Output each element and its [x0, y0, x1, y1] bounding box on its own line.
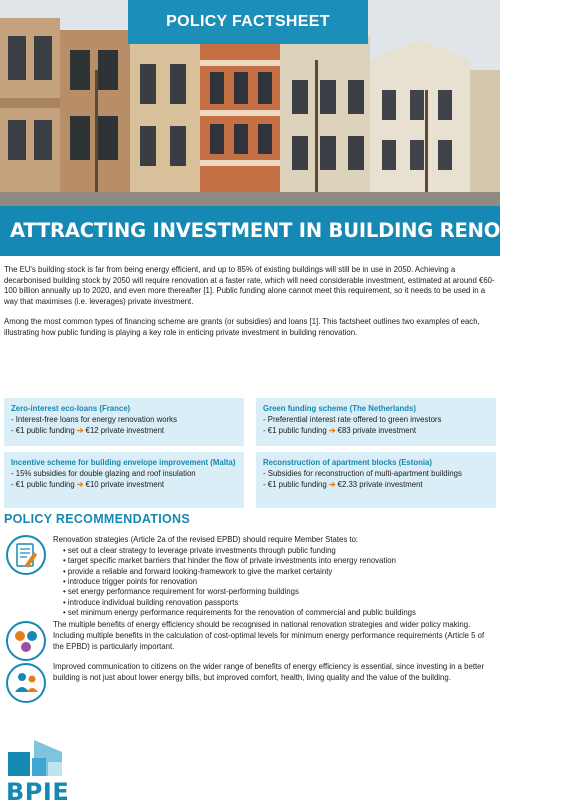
scheme-funding [11, 479, 237, 490]
funding-public: - €1 public funding [263, 426, 327, 435]
funding-public: - €1 public funding [11, 426, 75, 435]
arrow-right-icon: ➔ [76, 480, 84, 489]
intro-paragraph-2: Among the most common types of financing scheme are grants (or subsidies) and loans [1]. This factsheet outlines two examples of each, illustrating how public funding is playing a key role in enticing private investment in building renovation. [4, 317, 480, 337]
arrow-right-icon: ➔ [76, 426, 84, 435]
funding-private: €2.33 private investment [337, 480, 423, 489]
scheme-funding [263, 425, 489, 436]
multiple-benefits-icon [5, 620, 47, 662]
list-item: • set minimum energy performance requirements for the renovation of commercial and public buildings [63, 608, 497, 618]
funding-public: - €1 public funding [263, 480, 327, 489]
page-title: ATTRACTING INVESTMENT IN BUILDING RENOVATION [0, 206, 500, 256]
arrow-right-icon: ➔ [328, 426, 336, 435]
funding-private: €10 private investment [85, 480, 165, 489]
arrow-right-icon: ➔ [328, 480, 336, 489]
list-item: • introduce individual building renovation passports [63, 598, 497, 608]
communication-icon [5, 662, 47, 704]
scheme-funding [263, 479, 489, 490]
list-item: • target specific market barriers that hinder the flow of private investments into energy renovation [63, 556, 497, 566]
header-photo [0, 0, 500, 206]
intro-section [4, 265, 498, 349]
recommendation-1 [53, 535, 497, 619]
scheme-box-malta [4, 452, 244, 508]
scheme-item: - Preferential interest rate offered to green investors [263, 415, 442, 424]
recommendation-2: The multiple benefits of energy efficiency should be recognised in national renovation strategies and wider policy making. Including multiple benefits in the calculation of cost-optimal levels for minimum energy performance requirements (Article 5 of the EPBD) is particularly important. [53, 620, 485, 651]
funding-public: - €1 public funding [11, 480, 75, 489]
scheme-item: - Subsidies for reconstruction of multi-apartment buildings [263, 469, 462, 478]
list-item: • introduce trigger points for renovation [63, 577, 497, 587]
funding-private: €83 private investment [337, 426, 417, 435]
scheme-title: Green funding scheme (The Netherlands) [263, 404, 416, 413]
scheme-title: Incentive scheme for building envelope improvement (Malta) [11, 458, 236, 467]
scheme-title: Zero-interest eco-loans (France) [11, 404, 131, 413]
list-item: • set out a clear strategy to leverage private investments through public funding [63, 546, 497, 556]
intro-paragraph-1: The EU's building stock is far from being energy efficient, and up to 85% of existing buildings will still be in use in 2050. Achieving a decarbonised building stock by 2050 will require renovation at a faster rate, which will need considerable investment, estimated at around €60-100 billion annually up to 2020, and even more thereafter [1]. Public funding alone cannot meet this requirement, so it needs to be used in a way that maximises (i.e. leverages) private investment. [4, 265, 495, 306]
scheme-item: - 15% subsidies for double glazing and roof insulation [11, 469, 196, 478]
scheme-box-estonia [256, 452, 496, 508]
renovation-strategy-icon [5, 534, 47, 576]
scheme-item: - Interest-free loans for energy renovation works [11, 415, 177, 424]
list-item: • provide a reliable and forward looking-framework to give the market certainty [63, 567, 497, 577]
scheme-box-france [4, 398, 244, 446]
recommendation-1-intro: Renovation strategies (Article 2a of the revised EPBD) should require Member States to: [53, 535, 359, 544]
recommendations-heading: POLICY RECOMMENDATIONS [4, 512, 191, 526]
funding-private: €12 private investment [85, 426, 165, 435]
recommendation-3: Improved communication to citizens on the wider range of benefits of energy efficiency is essential, since investing in a better building is not just about lower energy bills, but improved comfort, health, living quality and the value of the building. [53, 662, 485, 682]
scheme-box-netherlands [256, 398, 496, 446]
recommendation-1-list [53, 546, 497, 619]
list-item: • set energy performance requirement for worst-performing buildings [63, 587, 497, 597]
factsheet-tab: POLICY FACTSHEET [128, 0, 368, 44]
logo-text: BPIE [6, 778, 70, 806]
scheme-title: Reconstruction of apartment blocks (Estonia) [263, 458, 432, 467]
scheme-funding [11, 425, 237, 436]
